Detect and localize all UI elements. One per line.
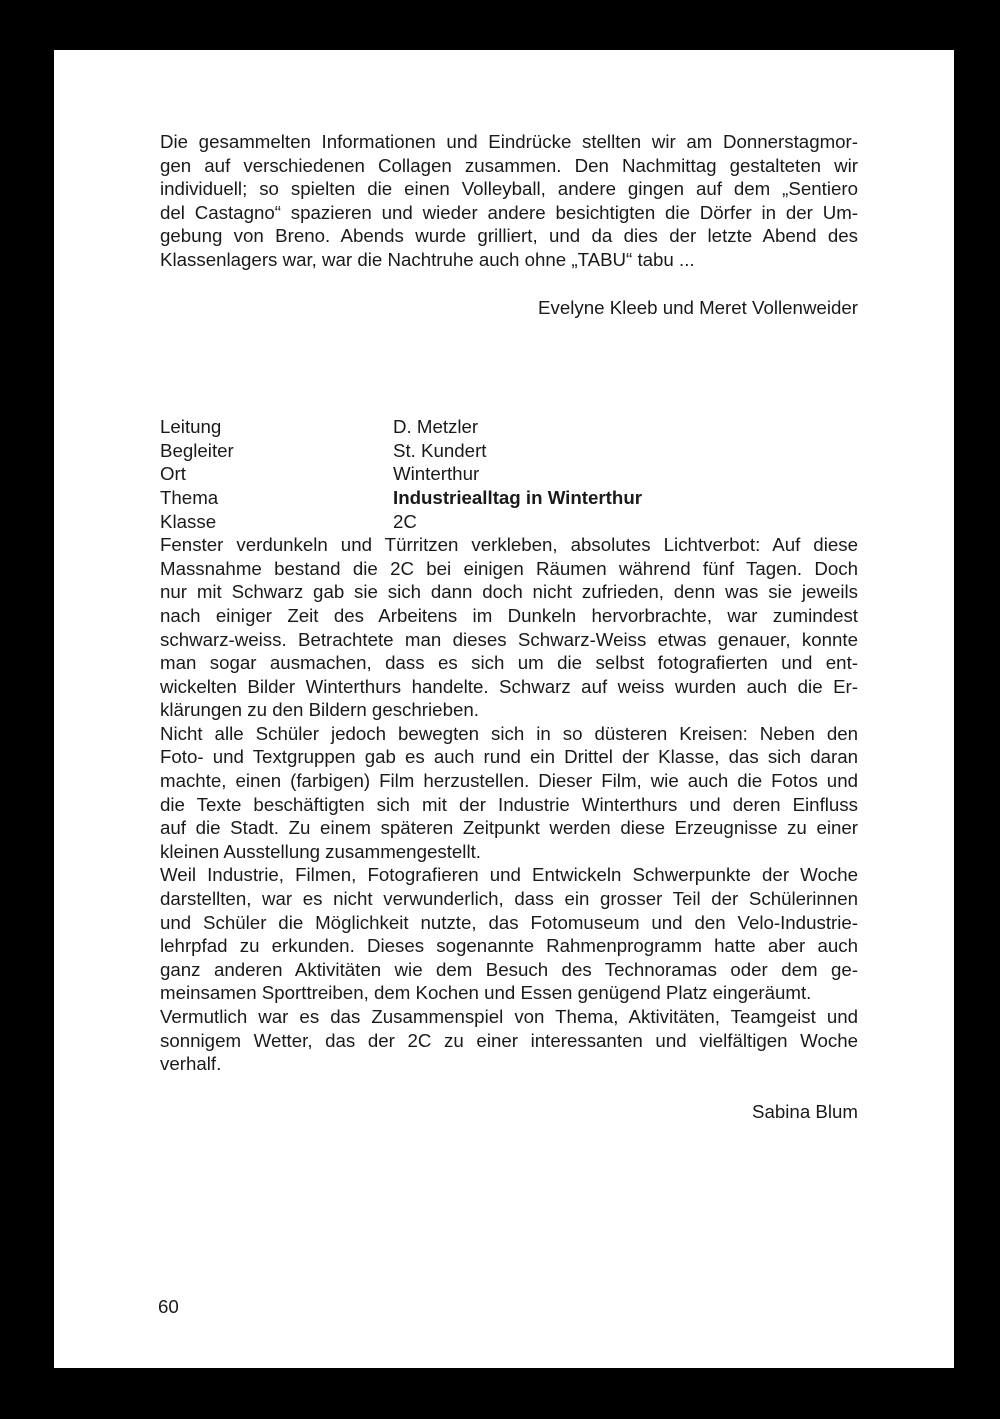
info-row-begleiter (160, 439, 642, 463)
info-row-thema (160, 486, 642, 510)
text-line: Foto- und Textgruppen gab es auch rund ein Drittel der Klasse, das sich daran (160, 746, 858, 768)
text-line: sonnigem Wetter, das der 2C zu einer interessanten und vielfältigen Woche (160, 1029, 858, 1051)
text-line: gen auf verschiedenen Collagen zusammen. Den Nachmittag gestalteten wir (160, 154, 858, 176)
text-line: meinsamen Sporttreiben, dem Kochen und Essen genügend Platz eingeräumt. (160, 982, 812, 1004)
text-line: Weil Industrie, Filmen, Fotografieren und Entwickeln Schwerpunkte der Woche (160, 864, 858, 886)
paragraph-5 (160, 1005, 858, 1076)
text-line: Vermutlich war es das Zusammenspiel von Thema, Aktivitäten, Teamgeist und (160, 1006, 858, 1027)
info-label: Ort (160, 463, 186, 485)
paragraph-3 (160, 722, 858, 864)
text-line: nach einiger Zeit des Arbeitens im Dunkeln hervorbrachte, war zumindest (160, 604, 858, 626)
info-row-klasse (160, 510, 642, 534)
paragraph-1 (160, 130, 858, 272)
text-line: schwarz-weiss. Betrachtete man dieses Schwarz-Weiss etwas genauer, konnte (160, 628, 858, 650)
paragraph-4 (160, 863, 858, 1005)
info-row-ort (160, 462, 642, 486)
text-line: klärungen zu den Bildern geschrieben. (160, 699, 479, 721)
info-table (160, 415, 642, 533)
text-line: Klassenlagers war, war die Nachtruhe auch ohne „TABU“ tabu ... (160, 248, 695, 270)
info-label: Begleiter (160, 439, 234, 461)
info-row-leitung (160, 415, 642, 439)
page-number: 60 (158, 1296, 179, 1317)
text-line: auf die Stadt. Zu einem späteren Zeitpunkt werden diese Erzeugnisse zu einer (160, 817, 858, 839)
text-line: del Castagno“ spazieren und wieder andere besichtigten die Dörfer in der Um- (160, 201, 858, 223)
info-value: St. Kundert (393, 439, 487, 461)
page-content (160, 130, 858, 1123)
signature-authors-1: Evelyne Kleeb und Meret Vollenweider (538, 296, 858, 318)
text-line: und Schüler die Möglichkeit nutzte, das Fotomuseum und den Velo-Industrie- (160, 911, 858, 933)
text-line: darstellten, war es nicht verwunderlich, dass ein grosser Teil der Schülerinnen (160, 888, 858, 910)
text-line: kleinen Ausstellung zusammengestellt. (160, 840, 481, 862)
info-value-thema: Industriealltag in Winterthur (393, 486, 643, 508)
text-line: man sogar ausmachen, dass es sich um die selbst fotografierten und ent- (160, 652, 858, 674)
info-label: Leitung (160, 416, 222, 438)
text-line: Nicht alle Schüler jedoch bewegten sich in so düsteren Kreisen: Neben den (160, 722, 858, 744)
text-line: Massnahme bestand die 2C bei einigen Räumen während fünf Tagen. Doch (160, 557, 858, 579)
text-line: verhalf. (160, 1053, 222, 1075)
text-line: wickelten Bilder Winterthurs handelte. Schwarz auf weiss wurden auch die Er- (160, 675, 858, 697)
text-line: lehrpfad zu erkunden. Dieses sogenannte Rahmenprogramm hatte aber auch (160, 935, 858, 957)
info-value: D. Metzler (393, 416, 479, 438)
text-line: Fenster verdunkeln und Türritzen verkleben, absolutes Lichtverbot: Auf diese (160, 534, 858, 556)
info-value: Winterthur (393, 463, 480, 485)
signature-author-2: Sabina Blum (752, 1100, 858, 1122)
info-label: Klasse (160, 510, 217, 532)
text-line: ganz anderen Aktivitäten wie dem Besuch des Technoramas oder dem ge- (160, 958, 858, 980)
paragraph-2 (160, 533, 858, 722)
info-label: Thema (160, 486, 219, 508)
text-line: machte, einen (farbigen) Film herzustellen. Dieser Film, wie auch die Fotos und (160, 770, 858, 792)
text-line: Die gesammelten Informationen und Eindrücke stellten wir am Donnerstagmor- (160, 131, 858, 152)
text-line: nur mit Schwarz gab sie sich dann doch nicht zufrieden, denn was sie jeweils (160, 581, 858, 603)
text-line: individuell; so spielten die einen Volleyball, andere gingen auf dem „Sentiero (160, 178, 858, 200)
text-line: die Texte beschäftigten sich mit der Industrie Winterthurs und deren Einfluss (160, 793, 858, 815)
text-line: gebung von Breno. Abends wurde grilliert, und da dies der letzte Abend des (160, 225, 858, 247)
info-value: 2C (393, 510, 417, 532)
document-page (54, 50, 954, 1368)
